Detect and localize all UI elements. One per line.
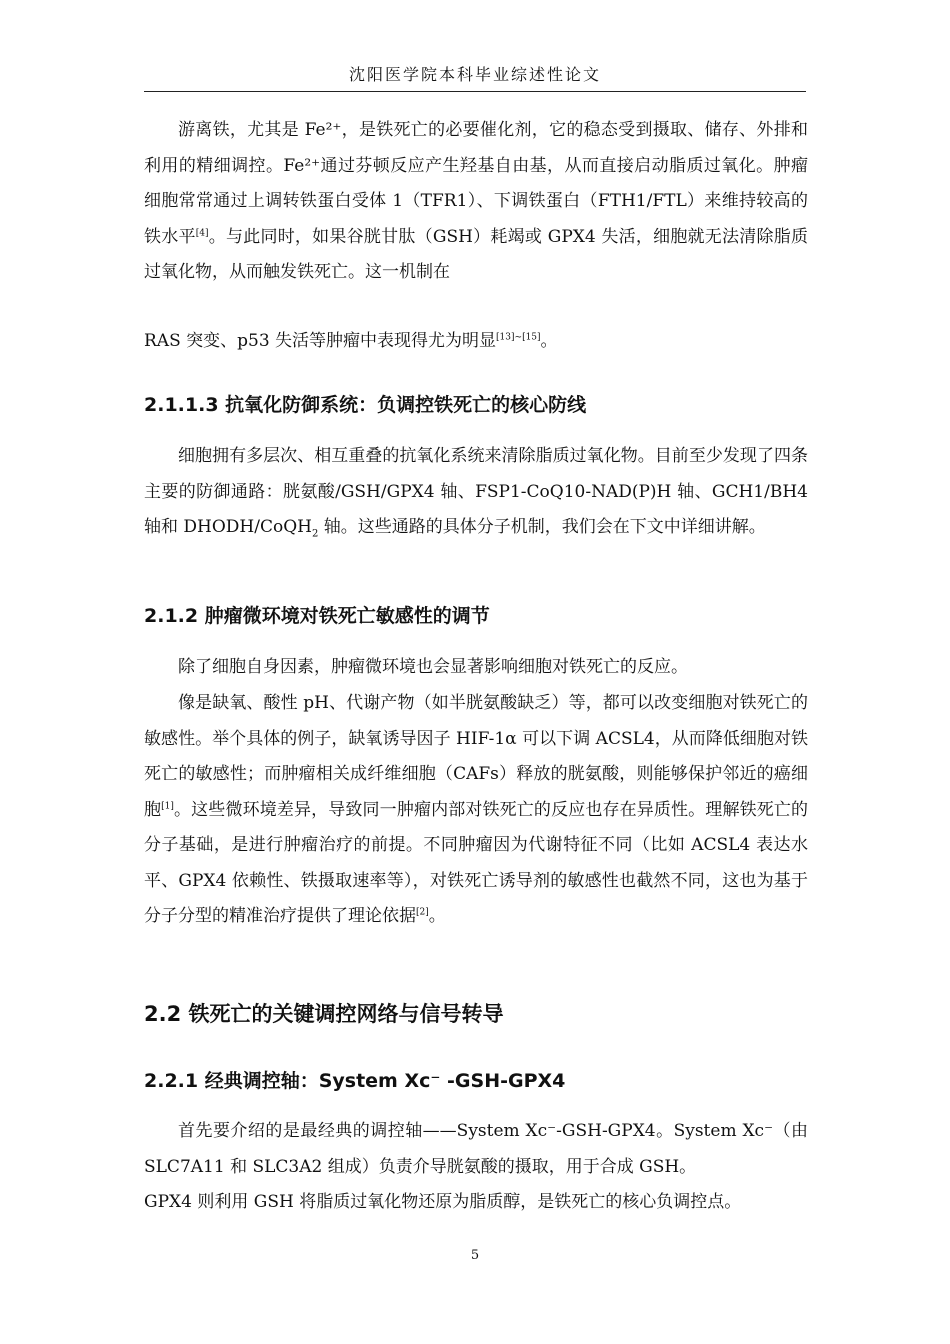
subscript: 2 [311, 528, 319, 540]
paragraph-text: 。 [428, 906, 446, 926]
paragraph-microenvironment-intro [144, 650, 808, 686]
paragraph-antioxidant [144, 439, 808, 546]
paragraph-text: 首先要介绍的是最经典的调控轴——System Xc⁻-GSH-GPX4。System Xc⁻（由 SLC7A11 和 SLC3A2 组成）负责介导胱氨酸的摄取，用于合成 GSH。 [144, 1121, 808, 1177]
page-number: 5 [470, 1248, 480, 1263]
paragraph-microenvironment [144, 686, 808, 935]
paragraph-text: 轴。这些通路的具体分子机制，我们会在下文中详细讲解。 [318, 517, 766, 537]
paragraph-text: RAS 突变、p53 失活等肿瘤中表现得尤为明显 [144, 331, 497, 351]
section-heading: 2.1.2 肿瘤微环境对铁死亡敏感性的调节 [144, 605, 490, 627]
heading-2-1-1-3 [144, 390, 808, 417]
heading-2-2 [144, 998, 808, 1028]
heading-2-2-1 [144, 1066, 808, 1093]
paragraph-system-xc [144, 1114, 808, 1221]
paragraph-free-iron [144, 113, 808, 291]
paragraph-text: 。 [540, 331, 558, 351]
paragraph-ras-p53 [144, 324, 808, 360]
citation: [4] [195, 227, 209, 238]
paragraph-text: 细胞拥有多层次、相互重叠的抗氧化系统来清除脂质过氧化物。目前至少发现了四条主要的防御通路：胱氨酸/GSH/GPX4 轴、FSP1-CoQ10-NAD(P)H 轴、GCH1/BH4 轴和 DHODH/CoQH [144, 446, 808, 537]
heading-2-1-2 [144, 601, 808, 628]
citation: [1] [161, 800, 174, 811]
paragraph-text: 。与此同时，如果谷胱甘肽（GSH）耗竭或 GPX4 失活，细胞就无法清除脂质过氧化物，从而触发铁死亡。这一机制在 [144, 226, 809, 282]
paragraph-text: 像是缺氧、酸性 pH、代谢产物（如半胱氨酸缺乏）等，都可以改变细胞对铁死亡的敏感性。举个具体的例子，缺氧诱导因子 HIF-1α 可以下调 ACSL4，从而降低细胞对铁死亡的敏感性；而肿瘤相关成纤维细胞（CAFs）释放的胱氨酸，则能够保护邻近的癌细胞 [144, 693, 808, 820]
section-heading: 2.2.1 经典调控轴：System Xc⁻ -GSH-GPX4 [144, 1070, 566, 1092]
paragraph-text: 游离铁，尤其是 Fe²⁺，是铁死亡的必要催化剂，它的稳态受到摄取、储存、外排和利用的精细调控。Fe²⁺通过芬顿反应产生羟基自由基，从而直接启动脂质过氧化。肿瘤细胞常常通过上调转铁蛋白受体 1（TFR1）、下调铁蛋白（FTH1/FTL）来维持较高的铁水平 [144, 120, 808, 247]
paragraph-text: 除了细胞自身因素，肿瘤微环境也会显著影响细胞对铁死亡的反应。 [178, 657, 688, 677]
paragraph-text: 。这些微环境差异，导致同一肿瘤内部对铁死亡的反应也存在异质性。理解铁死亡的分子基础，是进行肿瘤治疗的前提。不同肿瘤因为代谢特征不同（比如 ACSL4 表达水平、GPX4 依赖性、铁摄取速率等），对铁死亡诱导剂的敏感性也截然不同，这也为基于分子分型的精准治疗提供了理论依据 [144, 799, 809, 926]
page-header: 沈阳医学院本科毕业综述性论文 [144, 62, 806, 92]
citation: [2] [416, 907, 429, 918]
citation: [13]~[15] [496, 332, 541, 343]
section-heading: 2.2 铁死亡的关键调控网络与信号转导 [144, 1002, 504, 1026]
paragraph-text: GPX4 则利用 GSH 将脂质过氧化物还原为脂质醇，是铁死亡的核心负调控点。 [144, 1192, 742, 1212]
section-heading: 2.1.1.3 抗氧化防御系统：负调控铁死亡的核心防线 [144, 394, 587, 416]
